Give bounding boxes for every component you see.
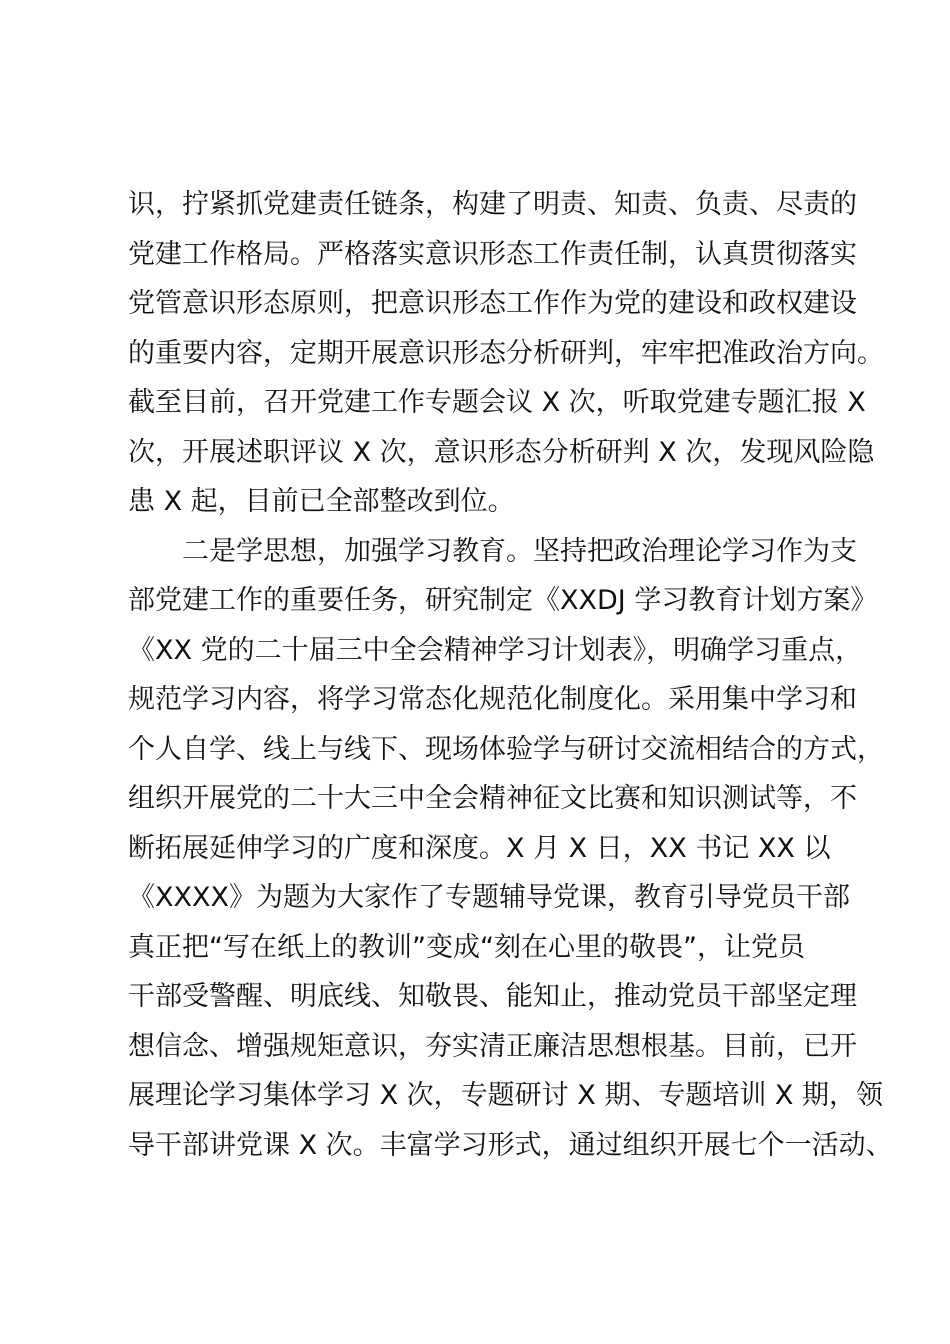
text-line: 真正把“写在纸上的教训”变成“刻在心里的敬畏”，让党员 bbox=[128, 931, 805, 963]
text-line: 的重要内容，定期开展意识形态分析研判，牢牢把准政治方向。 bbox=[128, 337, 884, 369]
text-line: 干部受警醒、明底线、知敬畏、能知止，推动党员干部坚定理 bbox=[128, 981, 857, 1012]
text-line: 想信念、增强规矩意识，夯实清正廉洁思想根基。目前，已开 bbox=[128, 1030, 857, 1062]
text-line: 部党建工作的重要任务，研究制定《XXDJ 学习教育计划方案》 bbox=[128, 585, 878, 616]
text-line: 二是学思想，加强学习教育。坚持把政治理论学习作为支 bbox=[182, 535, 857, 567]
text-line: 导干部讲党课 X 次。丰富学习形式，通过组织开展七个一活动、 bbox=[128, 1129, 893, 1161]
text-line: 展理论学习集体学习 X 次，专题研讨 X 期、专题培训 X 期，领 bbox=[128, 1080, 883, 1111]
text-line: 次，开展述职评议 X 次，意识形态分析研判 X 次，发现风险隐 bbox=[128, 436, 875, 468]
body-text bbox=[128, 180, 893, 1170]
text-line: 断拓展延伸学习的广度和深度。X 月 X 日，XX 书记 XX 以 bbox=[128, 832, 831, 864]
text-line: 患 X 起，目前已全部整改到位。 bbox=[128, 486, 515, 517]
text-line: 识，拧紧抓党建责任链条，构建了明责、知责、负责、尽责的 bbox=[128, 189, 857, 220]
text-line: 《XXXX》为题为大家作了专题辅导党课，教育引导党员干部 bbox=[128, 882, 850, 913]
text-line: 组织开展党的二十大三中全会精神征文比赛和知识测试等，不 bbox=[128, 783, 857, 814]
text-line: 个人自学、线上与线下、现场体验学与研讨交流相结合的方式， bbox=[128, 733, 884, 765]
text-line: 党管意识形态原则，把意识形态工作作为党的建设和政权建设 bbox=[128, 288, 857, 319]
text-line: 截至目前，召开党建工作专题会议 X 次，听取党建专题汇报 X bbox=[128, 387, 866, 418]
text-line: 规范学习内容，将学习常态化规范化制度化。采用集中学习和 bbox=[128, 684, 857, 715]
text-line: 党建工作格局。严格落实意识形态工作责任制，认真贯彻落实 bbox=[128, 238, 857, 270]
text-line: 《XX 党的二十届三中全会精神学习计划表》，明确学习重点， bbox=[128, 634, 863, 666]
